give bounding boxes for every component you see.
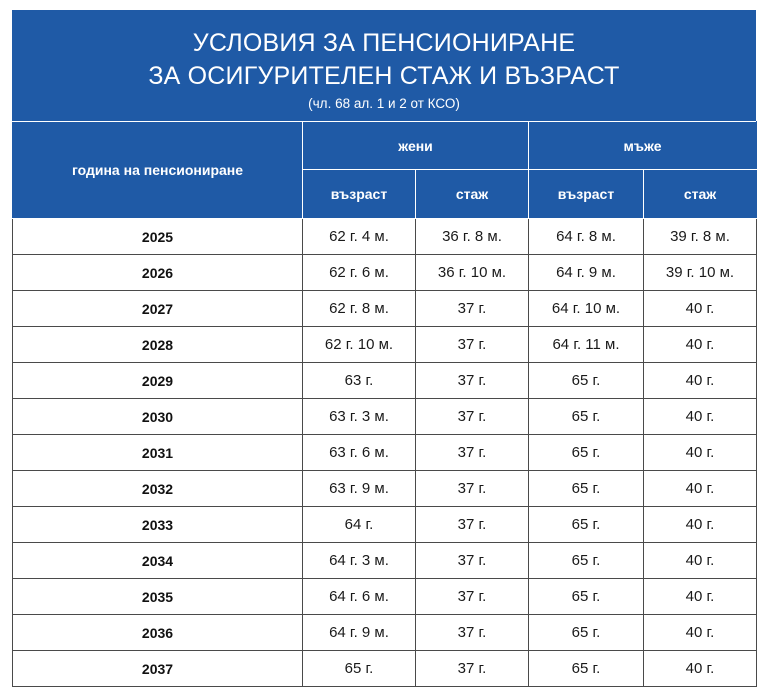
cell-women-age: 64 г. 6 м. xyxy=(303,579,416,615)
header-women-service: стаж xyxy=(416,170,529,219)
retirement-conditions-table xyxy=(12,121,757,687)
cell-men-service: 39 г. 10 м. xyxy=(644,255,757,291)
cell-men-service: 40 г. xyxy=(644,471,757,507)
cell-women-age: 62 г. 6 м. xyxy=(303,255,416,291)
cell-women-service: 37 г. xyxy=(416,471,529,507)
cell-women-age: 62 г. 4 м. xyxy=(303,219,416,255)
cell-women-age: 62 г. 10 м. xyxy=(303,327,416,363)
table-body xyxy=(13,219,757,687)
table-row xyxy=(13,435,757,471)
cell-men-age: 65 г. xyxy=(529,471,644,507)
title-banner xyxy=(12,10,756,121)
cell-men-age: 64 г. 8 м. xyxy=(529,219,644,255)
table-row xyxy=(13,471,757,507)
cell-women-service: 37 г. xyxy=(416,435,529,471)
cell-men-age: 64 г. 11 м. xyxy=(529,327,644,363)
cell-women-service: 37 г. xyxy=(416,507,529,543)
cell-women-age: 64 г. 3 м. xyxy=(303,543,416,579)
cell-men-service: 40 г. xyxy=(644,399,757,435)
cell-women-age: 63 г. 9 м. xyxy=(303,471,416,507)
cell-year: 2034 xyxy=(13,543,303,579)
cell-men-service: 40 г. xyxy=(644,651,757,687)
cell-year: 2030 xyxy=(13,399,303,435)
cell-men-age: 65 г. xyxy=(529,363,644,399)
header-women-age: възраст xyxy=(303,170,416,219)
cell-men-age: 64 г. 10 м. xyxy=(529,291,644,327)
table-row xyxy=(13,219,757,255)
header-women: жени xyxy=(303,122,529,170)
header-men-age: възраст xyxy=(529,170,644,219)
cell-men-age: 65 г. xyxy=(529,435,644,471)
cell-women-age: 63 г. 6 м. xyxy=(303,435,416,471)
table-row xyxy=(13,615,757,651)
cell-men-service: 40 г. xyxy=(644,435,757,471)
cell-year: 2026 xyxy=(13,255,303,291)
cell-men-age: 65 г. xyxy=(529,399,644,435)
cell-women-service: 37 г. xyxy=(416,327,529,363)
cell-year: 2031 xyxy=(13,435,303,471)
cell-women-age: 64 г. 9 м. xyxy=(303,615,416,651)
table-row xyxy=(13,579,757,615)
cell-men-service: 40 г. xyxy=(644,363,757,399)
table-row xyxy=(13,363,757,399)
cell-men-service: 40 г. xyxy=(644,579,757,615)
cell-men-service: 40 г. xyxy=(644,291,757,327)
cell-men-service: 40 г. xyxy=(644,327,757,363)
cell-year: 2028 xyxy=(13,327,303,363)
table-row xyxy=(13,651,757,687)
cell-women-service: 37 г. xyxy=(416,543,529,579)
legal-reference-subtitle: (чл. 68 ал. 1 и 2 от КСО) xyxy=(308,96,460,111)
cell-year: 2033 xyxy=(13,507,303,543)
cell-men-service: 40 г. xyxy=(644,543,757,579)
cell-men-age: 65 г. xyxy=(529,615,644,651)
cell-women-service: 37 г. xyxy=(416,399,529,435)
cell-men-age: 65 г. xyxy=(529,543,644,579)
cell-women-service: 36 г. 8 м. xyxy=(416,219,529,255)
cell-year: 2032 xyxy=(13,471,303,507)
cell-men-age: 65 г. xyxy=(529,579,644,615)
cell-women-age: 63 г. 3 м. xyxy=(303,399,416,435)
cell-women-service: 37 г. xyxy=(416,291,529,327)
table-row xyxy=(13,327,757,363)
cell-women-age: 62 г. 8 м. xyxy=(303,291,416,327)
cell-year: 2035 xyxy=(13,579,303,615)
header-men: мъже xyxy=(529,122,757,170)
cell-women-service: 37 г. xyxy=(416,651,529,687)
header-men-service: стаж xyxy=(644,170,757,219)
cell-year: 2036 xyxy=(13,615,303,651)
table-row xyxy=(13,399,757,435)
cell-women-age: 65 г. xyxy=(303,651,416,687)
cell-women-age: 64 г. xyxy=(303,507,416,543)
cell-year: 2037 xyxy=(13,651,303,687)
cell-men-service: 40 г. xyxy=(644,507,757,543)
cell-women-service: 37 г. xyxy=(416,615,529,651)
cell-women-service: 36 г. 10 м. xyxy=(416,255,529,291)
table-row xyxy=(13,543,757,579)
cell-men-service: 40 г. xyxy=(644,615,757,651)
cell-men-age: 65 г. xyxy=(529,651,644,687)
cell-year: 2029 xyxy=(13,363,303,399)
cell-women-service: 37 г. xyxy=(416,579,529,615)
title-line-2: ЗА ОСИГУРИТЕЛЕН СТАЖ И ВЪЗРАСТ xyxy=(148,62,620,90)
cell-women-service: 37 г. xyxy=(416,363,529,399)
table-row xyxy=(13,507,757,543)
cell-men-age: 65 г. xyxy=(529,507,644,543)
table-row xyxy=(13,255,757,291)
cell-men-service: 39 г. 8 м. xyxy=(644,219,757,255)
title-line-1: УСЛОВИЯ ЗА ПЕНСИОНИРАНЕ xyxy=(192,29,576,57)
cell-women-age: 63 г. xyxy=(303,363,416,399)
header-year-of-retirement: година на пенсиониране xyxy=(13,122,303,219)
retirement-conditions-table-container xyxy=(12,10,756,687)
table-row xyxy=(13,291,757,327)
cell-men-age: 64 г. 9 м. xyxy=(529,255,644,291)
cell-year: 2025 xyxy=(13,219,303,255)
cell-year: 2027 xyxy=(13,291,303,327)
